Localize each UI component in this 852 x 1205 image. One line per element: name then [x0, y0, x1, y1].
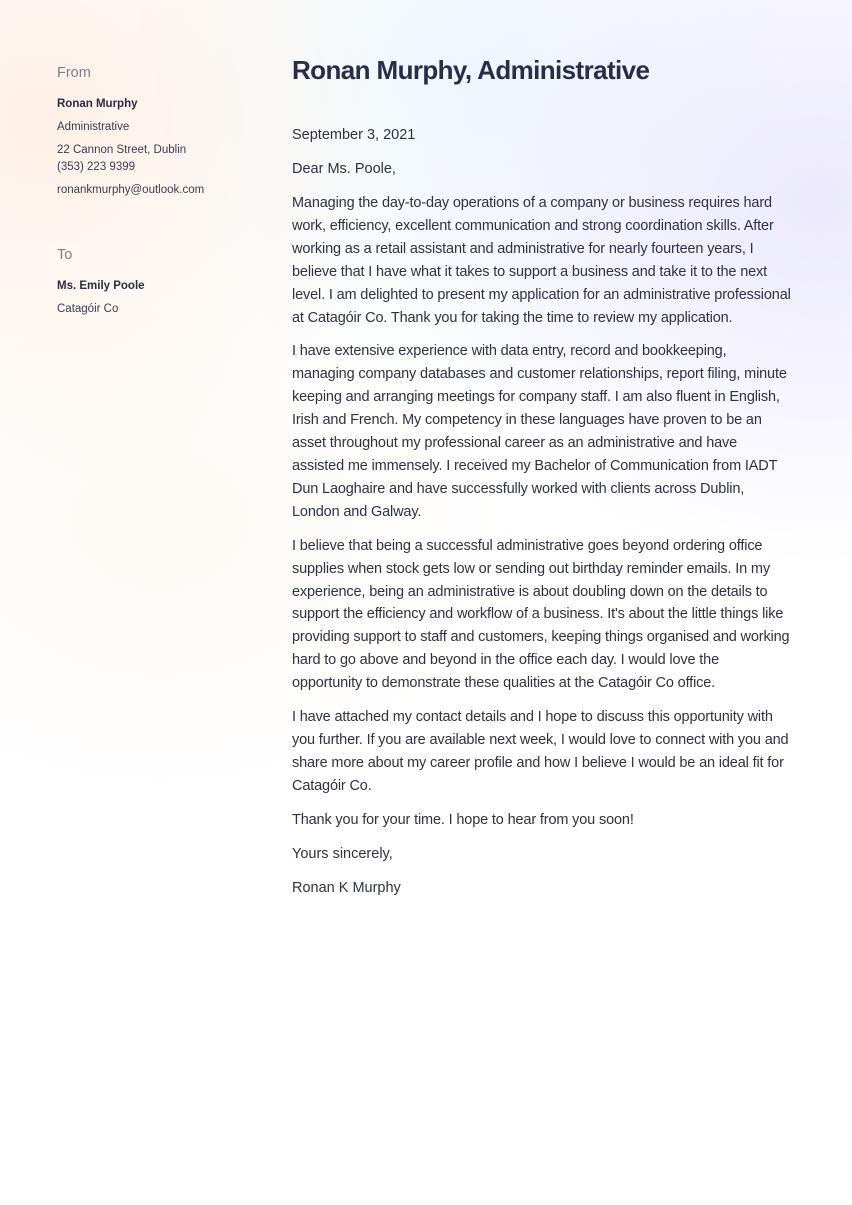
letter-date: September 3, 2021: [292, 127, 416, 143]
letter-title: Ronan Murphy, Administrative: [292, 55, 650, 85]
salutation: Dear Ms. Poole,: [292, 161, 396, 177]
letter-body: [292, 50, 792, 900]
paragraph: Thank you for your time. I hope to hear from you soon!: [292, 811, 634, 828]
sender-name: Ronan Murphy: [57, 98, 138, 110]
to-heading: To: [57, 247, 73, 263]
to-block: [57, 245, 267, 318]
sender-phone: (353) 223 9399: [57, 161, 136, 173]
from-heading: From: [57, 65, 91, 81]
contact-sidebar: [57, 63, 267, 318]
recipient-company: Catagóir Co: [57, 303, 119, 315]
recipient-name: Ms. Emily Poole: [57, 280, 145, 292]
sender-email: ronankmurphy@outlook.com: [57, 184, 205, 196]
paragraph: I have extensive experience with data entry, record and bookkeeping, managing company databases and customer relationships, report filing, minute keeping and arranging meetings for company staff. I am also fluent in English, Irish and French. My competency in these languages have proven to be an asset throughout my professional career as an administrative and have assisted me immensely. I received my Bachelor of Communication from IADT Dun Laoghaire and have successfully worked with clients across Dublin, London and Galway.: [292, 343, 787, 520]
paragraph: I have attached my contact details and I hope to discuss this opportunity with you further. If you are available next week, I would love to connect with you and share more about my career profile and how I believe I would be an ideal fit for Catagóir Co.: [292, 709, 789, 794]
sender-role: Administrative: [57, 121, 130, 133]
paragraph: Managing the day-to-day operations of a company or business requires hard work, efficiency, excellent communication and strong coordination skills. After working as a retail assistant and administrative for nearly fourteen years, I believe that I have what it takes to support a business and take it to the next level. I am delighted to present my application for an administrative professional at Catagóir Co. Thank you for taking the time to review my application.: [292, 195, 791, 326]
sender-address: 22 Cannon Street, Dublin: [57, 144, 187, 156]
signature-name: Ronan K Murphy: [292, 879, 401, 896]
closing: Yours sincerely,: [292, 845, 393, 862]
paragraph: I believe that being a successful administrative goes beyond ordering office supplies when stock gets low or sending out birthday reminder emails. In my experience, being an administrative is about doubling down on the details to support the efficiency and workflow of a business. It's about the little things like providing support to staff and customers, keeping things organised and working hard to go above and beyond in the office each day. I would love the opportunity to demonstrate these qualities at the Catagóir Co office.: [292, 537, 790, 692]
from-block: [57, 63, 267, 199]
